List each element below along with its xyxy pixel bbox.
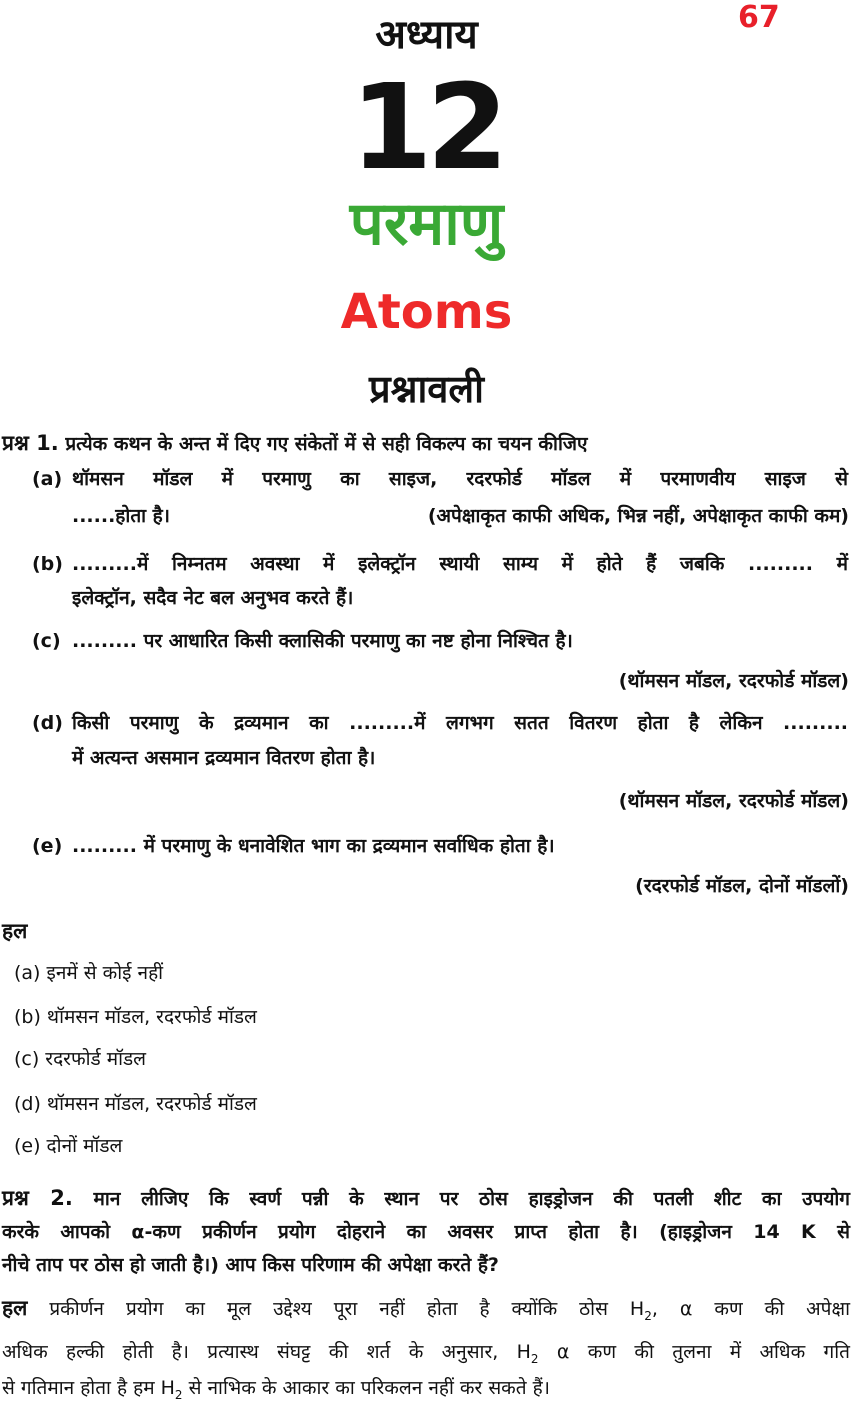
part-options: (अपेक्षाकृत काफी अधिक, भिन्न नहीं, अपेक्षाकृत काफी कम) xyxy=(427,505,849,527)
part-label: (d) xyxy=(32,712,63,734)
solution-text: से गतिमान होता है हम H xyxy=(2,1377,175,1399)
question-label: प्रश्न 2. xyxy=(2,1186,73,1210)
answer: (a) इनमें से कोई नहीं xyxy=(14,962,164,984)
section-heading: प्रश्नावली xyxy=(368,367,485,411)
part-options: (रदरफोर्ड मॉडल, दोनों मॉडलों) xyxy=(635,875,849,897)
part-text: थॉमसन मॉडल में परमाणु का साइज, रदरफोर्ड मॉडल में परमाणवीय साइज से xyxy=(72,468,848,490)
answer: (c) रदरफोर्ड मॉडल xyxy=(14,1048,147,1070)
solution-text: , α कण की अपेक्षा xyxy=(651,1298,850,1320)
question-text: प्रत्येक कथन के अन्त में दिए गए संकेतों में से सही विकल्प का चयन कीजिए xyxy=(65,433,588,455)
part-text: ......... पर आधारित किसी क्लासिकी परमाणु का नष्ट होना निश्चित है। xyxy=(72,630,573,652)
subscript: 2 xyxy=(174,1387,183,1402)
part-label: (a) xyxy=(32,468,63,490)
chapter-title-english: Atoms xyxy=(340,284,513,340)
solution-label: हल xyxy=(2,1296,28,1320)
chapter-title-hindi: परमाणु xyxy=(349,189,504,259)
part-options: (थॉमसन मॉडल, रदरफोर्ड मॉडल) xyxy=(618,670,849,692)
part-label: (c) xyxy=(32,630,61,652)
solution-text: से नाभिक के आकार का परिकलन नहीं कर सकते हैं। xyxy=(182,1377,550,1399)
answer: (b) थॉमसन मॉडल, रदरफोर्ड मॉडल xyxy=(14,1006,257,1028)
subscript: 2 xyxy=(530,1351,539,1366)
solution-line xyxy=(2,1339,850,1372)
question-label: प्रश्न 1. xyxy=(2,431,59,455)
part-text: में अत्यन्त असमान द्रव्यमान वितरण होता है। xyxy=(72,747,376,769)
part-label: (b) xyxy=(32,553,63,575)
solution-line xyxy=(2,1375,550,1408)
solution-text: प्रकीर्णन प्रयोग का मूल उद्देश्य पूरा नहीं होता है क्योंकि ठोस H xyxy=(49,1298,645,1320)
page-number: 67 xyxy=(738,0,780,35)
chapter-number: 12 xyxy=(350,58,503,196)
question-text: मान लीजिए कि स्वर्ण पन्नी के स्थान पर ठोस हाइड्रोजन की पतली शीट का उपयोग xyxy=(93,1188,850,1210)
part-text: .........में निम्नतम अवस्था में इलेक्ट्रॉन स्थायी साम्य में होते हैं जबकि ......... में xyxy=(72,553,848,575)
part-label: (e) xyxy=(32,835,63,857)
chapter-word: अध्याय xyxy=(375,12,478,58)
part-text: ......होता है। xyxy=(72,505,170,527)
subscript: 2 xyxy=(644,1308,652,1323)
part-text: इलेक्ट्रॉन, सदैव नेट बल अनुभव करते हैं। xyxy=(72,587,354,609)
part-text: किसी परमाणु के द्रव्यमान का .........में लगभग सतत वितरण होता है लेकिन ......... xyxy=(72,712,848,734)
part-text: ......... में परमाणु के धनावेशित भाग का द्रव्यमान सर्वाधिक होता है। xyxy=(72,835,555,857)
question-text: करके आपको α-कण प्रकीर्णन प्रयोग दोहराने का अवसर प्राप्त होता है। (हाइड्रोजन 14 K से xyxy=(2,1221,850,1243)
answer: (d) थॉमसन मॉडल, रदरफोर्ड मॉडल xyxy=(14,1093,257,1115)
question-1 xyxy=(2,430,587,457)
solution-text: अधिक हल्की होती है। प्रत्यास्थ संघट्ट की शर्त के अनुसार, H xyxy=(2,1341,531,1363)
answer: (e) दोनों मॉडल xyxy=(14,1135,123,1157)
solution-label: हल xyxy=(2,919,28,943)
question-2-line xyxy=(2,1185,850,1212)
solution-line xyxy=(2,1295,850,1329)
solution-text: α कण की तुलना में अधिक गति xyxy=(538,1341,850,1363)
question-text: नीचे ताप पर ठोस हो जाती है।) आप किस परिणाम की अपेक्षा करते हैं? xyxy=(2,1254,499,1276)
part-options: (थॉमसन मॉडल, रदरफोर्ड मॉडल) xyxy=(618,790,849,812)
